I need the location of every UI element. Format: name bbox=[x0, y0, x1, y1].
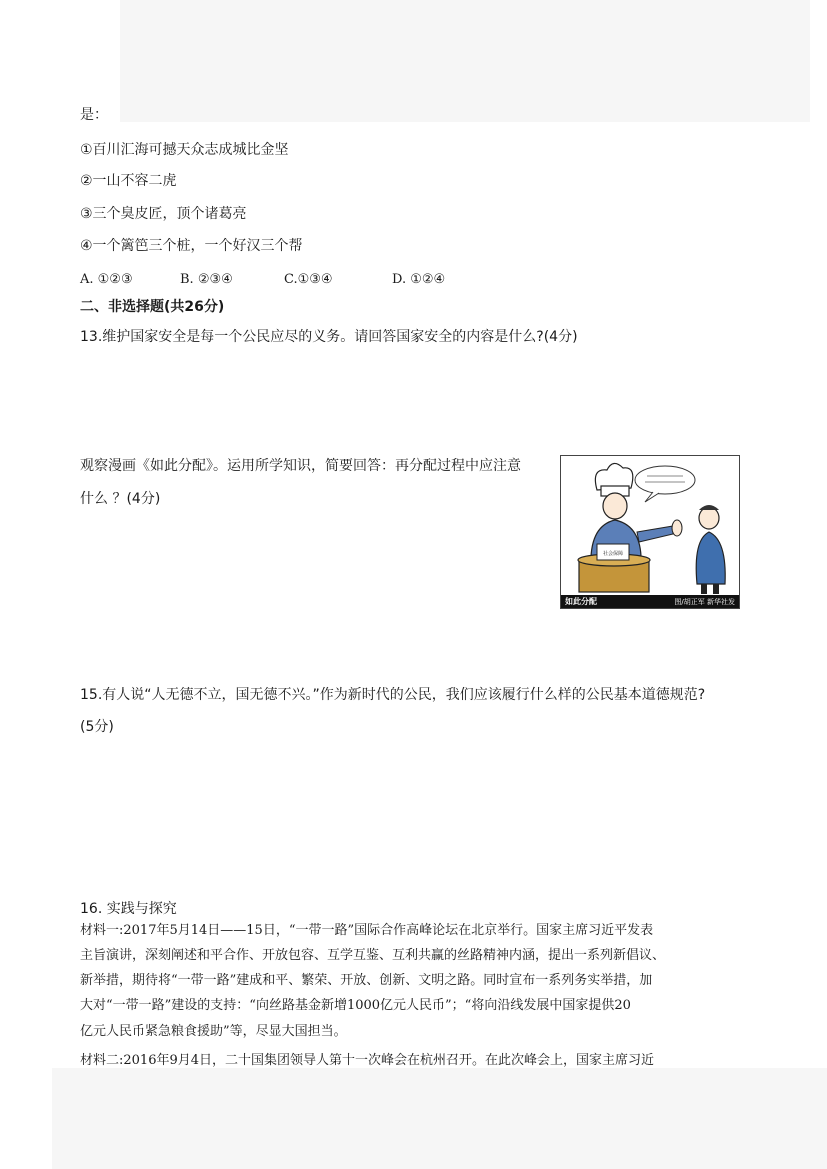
q16-line-4: 大对“一带一路”建设的支持：“向丝路基金新增1000亿元人民币”；“将向沿线发展中国家提供20 bbox=[80, 998, 631, 1013]
q12-option-d: D. ①②④ bbox=[392, 272, 446, 287]
q16-line-1: 材料一:2017年5月14日——15日，“一带一路”国际合作高峰论坛在北京举行。国家主席习近平发表 bbox=[80, 923, 654, 938]
scan-shade-top bbox=[120, 0, 810, 122]
q16-line-5: 亿元人民币紧急粮食援助”等，尽显大国担当。 bbox=[80, 1024, 347, 1039]
q13-text: 13.维护国家安全是每一个公民应尽的义务。请回答国家安全的内容是什么?(4分) bbox=[80, 329, 578, 345]
q16-line-2: 主旨演讲，深刻阐述和平合作、开放包容、互学互鉴、互利共赢的丝路精神内涵，提出一系列新倡议、 bbox=[80, 948, 666, 963]
q12-item-4: ④一个篱笆三个桩，一个好汉三个帮 bbox=[80, 238, 303, 254]
cartoon-drawing bbox=[561, 456, 739, 608]
q12-option-b: B. ②③④ bbox=[180, 272, 233, 287]
q16-line-3: 新举措，期待将“一带一路”建成和平、繁荣、开放、创新、文明之路。同时宣布一系列务实举措，加 bbox=[80, 973, 653, 988]
cartoon-caption: 如此分配 bbox=[565, 597, 597, 606]
q12-item-1: ①百川汇海可撼天众志成城比金坚 bbox=[80, 142, 289, 158]
q14-line1: 观察漫画《如此分配》。运用所学知识，简要回答：再分配过程中应注意 bbox=[80, 458, 521, 474]
cake-label: 社会保障 bbox=[602, 551, 624, 557]
q12-option-c: C.①③④ bbox=[284, 272, 333, 287]
q12-item-2: ②一山不容二虎 bbox=[80, 173, 177, 189]
q12-tail: 是： bbox=[80, 107, 108, 123]
cartoon-image bbox=[560, 455, 740, 609]
q12-option-a: A. ①②③ bbox=[80, 272, 133, 287]
q12-item-3: ③三个臭皮匠，顶个诸葛亮 bbox=[80, 206, 247, 222]
section2-heading: 二、非选择题(共26分) bbox=[80, 299, 225, 315]
scan-shade-bottom bbox=[52, 1068, 827, 1169]
q16-line-6: 材料二:2016年9月4日，二十国集团领导人第十一次峰会在杭州召开。在此次峰会上，国家主席习近 bbox=[80, 1053, 655, 1068]
q15-line1: 15.有人说“人无德不立，国无德不兴。”作为新时代的公民，我们应该履行什么样的公民基本道德规范? bbox=[80, 687, 706, 703]
q14-line2: 什么 ？(4分) bbox=[80, 491, 161, 507]
q15-line2: (5分) bbox=[80, 719, 114, 735]
cartoon-credit: 图/胡正军 新华社发 bbox=[674, 598, 735, 606]
q16-title: 16. 实践与探究 bbox=[80, 901, 177, 917]
